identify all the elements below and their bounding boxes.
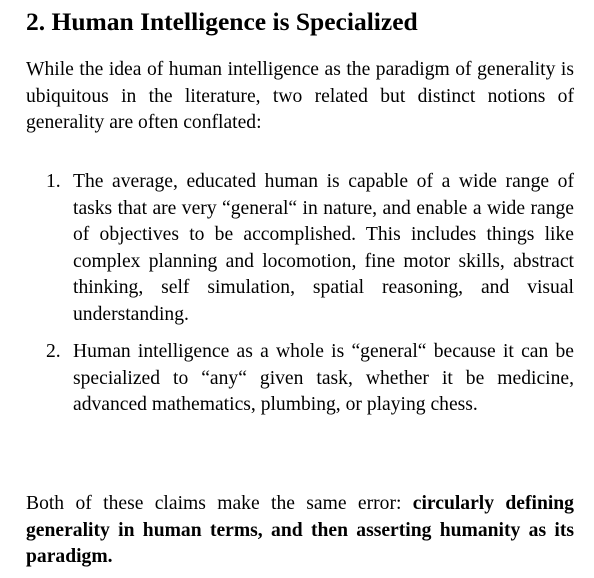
list-item-text: The average, educated human is capable of a wide range of tasks that are very “general“ in nature, and enable a wide range of objectives to be accomplished. This includes things like complex planning and locomotion, fine motor skills, abstract thinking, self simulation, spatial reasoning, and visual understanding. [73, 171, 574, 325]
conclusion-lead-text: Both of these claims make the same error: [26, 493, 413, 514]
list-item-number: 1. [46, 171, 61, 192]
list-item [26, 169, 574, 328]
intro-paragraph: While the idea of human intelligence as the paradigm of generality is ubiquitous in the literature, two related but distinct notions of generality are often conflated: [26, 59, 574, 133]
conclusion-emphasis-text: circularly defining generality in human terms, and then asserting humanity as its paradigm. [26, 493, 574, 567]
conclusion-paragraph [26, 491, 574, 571]
list-item-text: Human intelligence as a whole is “general“ because it can be specialized to “any“ given task, whether it be medicine, advanced mathematics, plumbing, or playing chess. [73, 341, 574, 415]
section-heading: 2. Human Intelligence is Specialized [26, 7, 418, 36]
list-item [26, 339, 574, 419]
list-item-number: 2. [46, 341, 61, 362]
generality-notions-list [26, 169, 574, 419]
